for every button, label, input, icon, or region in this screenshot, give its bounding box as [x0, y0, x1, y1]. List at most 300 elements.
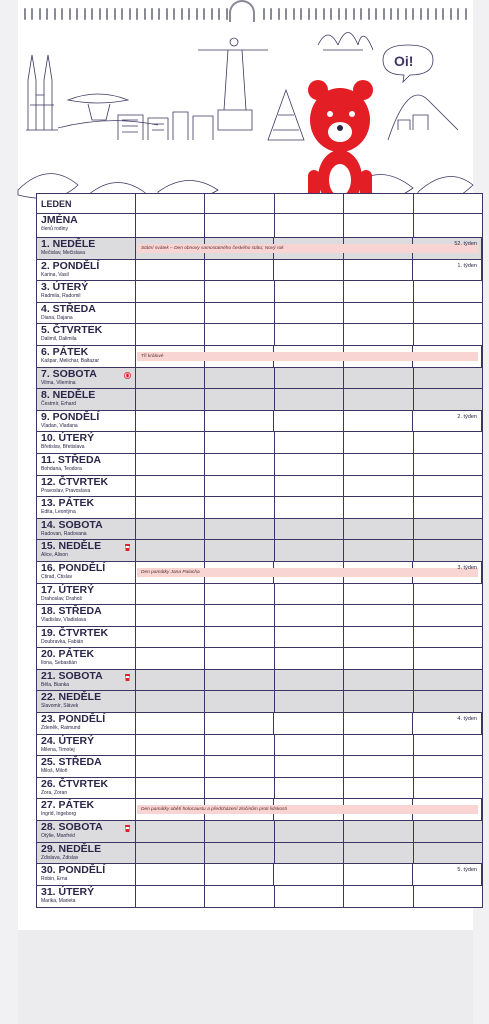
day-label-cell [37, 432, 136, 453]
entry-cell[interactable] [414, 389, 482, 410]
day-title: 2. PONDĚLÍ [41, 259, 100, 272]
day-row [37, 238, 482, 260]
entry-cell[interactable] [414, 454, 482, 475]
entry-cell[interactable] [136, 713, 205, 734]
name-day: Ctirad, Ctislav [41, 573, 73, 580]
entry-cell[interactable] [136, 324, 205, 345]
names-header-title: JMÉNA [41, 214, 78, 226]
name-day: Vladan, Vladana [41, 422, 78, 429]
name-day: Radmila, Radomil [41, 293, 81, 300]
binding-ring [457, 8, 459, 20]
entry-cell[interactable] [136, 778, 205, 799]
binding-ring [345, 8, 347, 20]
binding-ring [106, 8, 108, 20]
day-title: 5. ČTVRTEK [41, 324, 103, 337]
entry-cell[interactable] [275, 756, 344, 777]
entry-cell[interactable] [414, 627, 482, 648]
entry-cell[interactable] [136, 432, 205, 453]
entry-cell[interactable] [205, 756, 274, 777]
entry-cell[interactable] [136, 886, 205, 908]
day-label-cell [37, 303, 136, 324]
entry-cell[interactable] [344, 389, 413, 410]
binding-ring [390, 8, 392, 20]
entry-cell[interactable] [205, 605, 274, 626]
name-day: Milena, Timotej [41, 746, 75, 753]
entry-cell[interactable] [344, 691, 413, 712]
entry-cell[interactable] [205, 691, 274, 712]
member-column-4[interactable] [344, 214, 413, 237]
entry-cell[interactable] [136, 260, 205, 281]
binding-ring [353, 8, 355, 20]
day-title: 13. PÁTEK [41, 497, 95, 510]
entry-cell[interactable] [344, 843, 413, 864]
entry-cell[interactable] [205, 778, 274, 799]
entry-cell[interactable] [344, 605, 413, 626]
entry-cell[interactable] [136, 519, 205, 540]
entry-cell[interactable] [414, 756, 482, 777]
binding-ring [293, 8, 295, 20]
day-label-cell [37, 886, 136, 908]
day-label-cell [37, 368, 136, 389]
day-row [37, 411, 482, 433]
binding-ring [61, 8, 63, 20]
day-label-cell [37, 584, 136, 605]
name-day: Diana, Dajana [41, 314, 73, 321]
binding-ring [196, 8, 198, 20]
entry-cell[interactable] [205, 389, 274, 410]
day-title: 15. NEDĚLE [41, 540, 102, 553]
entry-cell[interactable] [344, 735, 413, 756]
entry-cell[interactable] [136, 368, 205, 389]
entry-cell[interactable] [205, 627, 274, 648]
day-row [37, 799, 482, 821]
day-label-cell [37, 389, 136, 410]
entry-cell[interactable] [274, 713, 343, 734]
binding-ring [69, 8, 71, 20]
entry-cell[interactable] [205, 476, 274, 497]
day-row [37, 562, 482, 584]
entry-cell[interactable] [275, 843, 344, 864]
entry-cell[interactable] [344, 584, 413, 605]
entry-cell[interactable] [275, 303, 344, 324]
entry-cell[interactable] [205, 864, 274, 885]
calendar-sheet [18, 0, 477, 930]
entry-cell[interactable] [136, 476, 205, 497]
day-row [37, 735, 482, 757]
entry-cell[interactable] [344, 519, 413, 540]
binding-ring [166, 8, 168, 20]
binding-ring [24, 8, 26, 20]
speech-text: Oi! [394, 53, 414, 69]
day-row [37, 886, 482, 908]
day-label-cell [37, 411, 136, 432]
binding-ring [435, 8, 437, 20]
entry-cell[interactable] [414, 584, 482, 605]
binding-ring [308, 8, 310, 20]
entry-cell[interactable] [136, 454, 205, 475]
week-number: 3. týden [457, 564, 477, 571]
binding-ring [144, 8, 146, 20]
entry-cell[interactable] [414, 843, 482, 864]
entry-cell[interactable] [414, 778, 482, 799]
entry-cell[interactable] [344, 864, 413, 885]
entry-cell[interactable] [205, 454, 274, 475]
day-row [37, 627, 482, 649]
entry-cell[interactable] [414, 735, 482, 756]
name-day: Drahoslav, Drahoš [41, 595, 83, 602]
entry-cell[interactable] [414, 605, 482, 626]
day-label-cell [37, 476, 136, 497]
day-label-cell [37, 627, 136, 648]
entry-cell[interactable] [136, 411, 205, 432]
entry-cell[interactable] [414, 497, 482, 518]
day-label-cell [37, 799, 136, 820]
name-day: Zdislava, Zdislav [41, 854, 79, 861]
holiday-note: Tři králové [137, 352, 478, 361]
member-column-1[interactable] [136, 214, 205, 237]
day-row [37, 864, 482, 886]
binding-ring [188, 8, 190, 20]
name-day: Radovan, Radovana [41, 530, 87, 537]
day-label-cell [37, 519, 136, 540]
day-row [37, 389, 482, 411]
member-column-5[interactable] [414, 214, 482, 237]
entry-cell[interactable] [205, 670, 274, 691]
entry-cell[interactable] [414, 519, 482, 540]
day-label-cell [37, 821, 136, 842]
entry-cell[interactable] [274, 864, 343, 885]
name-day: Ilona, Sebastián [41, 660, 77, 667]
entry-cell[interactable] [136, 691, 205, 712]
entry-cell[interactable] [205, 497, 274, 518]
entry-cell[interactable] [205, 324, 274, 345]
day-title: 7. SOBOTA [41, 367, 97, 380]
day-title: 14. SOBOTA [41, 518, 103, 531]
entry-cell[interactable] [414, 691, 482, 712]
entry-cell[interactable] [205, 540, 274, 561]
calendar-table [36, 193, 483, 908]
name-day: Edita, Leontýna [41, 509, 76, 516]
binding-ring [330, 8, 332, 20]
day-title: 17. ÚTERÝ [41, 583, 95, 596]
entry-cell[interactable] [136, 648, 205, 669]
binding-ring [300, 8, 302, 20]
name-day: Otýlie, Manfréd [41, 833, 75, 840]
day-row [37, 303, 482, 325]
entry-cell[interactable] [414, 281, 482, 302]
entry-cell[interactable] [414, 476, 482, 497]
binding-ring [412, 8, 414, 20]
binding-ring [181, 8, 183, 20]
entry-cell[interactable] [205, 843, 274, 864]
entry-cell[interactable] [344, 648, 413, 669]
binding-ring [114, 8, 116, 20]
entry-cell[interactable] [344, 281, 413, 302]
name-day: Karina, Vasil [41, 271, 69, 278]
entry-cell[interactable] [344, 497, 413, 518]
entry-cell[interactable] [205, 886, 274, 908]
entry-cell[interactable] [136, 756, 205, 777]
day-row [37, 843, 482, 865]
name-day: Dalimil, Dalimila [41, 336, 77, 343]
entry-cell[interactable] [344, 670, 413, 691]
entry-cell[interactable] [344, 821, 413, 842]
day-label-cell [37, 260, 136, 281]
day-title: 19. ČTVRTEK [41, 626, 109, 639]
name-day: Zdeněk, Raimund [41, 725, 81, 732]
day-title: 4. STŘEDA [41, 302, 96, 315]
day-row [37, 713, 482, 735]
binding-ring [368, 8, 370, 20]
entry-cell[interactable] [275, 605, 344, 626]
entry-cell[interactable] [275, 670, 344, 691]
month-title: LEDEN [41, 199, 72, 209]
name-day: Bohdana, Teodora [41, 465, 82, 472]
entry-cell[interactable] [205, 368, 274, 389]
entry-cell[interactable] [136, 497, 205, 518]
entry-cell[interactable] [414, 432, 482, 453]
entry-cell[interactable] [275, 476, 344, 497]
binding-ring [285, 8, 287, 20]
entry-cell[interactable] [344, 303, 413, 324]
binding-ring [218, 8, 220, 20]
entry-cell[interactable] [205, 519, 274, 540]
entry-cell[interactable] [344, 886, 413, 908]
entry-cell[interactable] [275, 324, 344, 345]
binding-ring [278, 8, 280, 20]
day-label-cell [37, 864, 136, 885]
week-number: 1. týden [457, 262, 477, 269]
day-title: 31. ÚTERÝ [41, 885, 95, 898]
family-names-row[interactable] [37, 214, 482, 238]
day-title: 25. STŘEDA [41, 756, 102, 769]
entry-cell[interactable] [274, 411, 343, 432]
name-day: Slavomír, Slávek [41, 703, 79, 710]
binding-ring [39, 8, 41, 20]
day-row [37, 346, 482, 368]
entry-cell[interactable] [136, 864, 205, 885]
day-row [37, 821, 482, 843]
entry-cell[interactable] [275, 519, 344, 540]
entry-cell[interactable] [344, 540, 413, 561]
names-header-subtitle: členů rodiny [41, 226, 68, 232]
binding-ring [211, 8, 213, 20]
entry-cell[interactable] [275, 627, 344, 648]
entry-cell[interactable] [414, 670, 482, 691]
binding-ring [375, 8, 377, 20]
binding-ring [383, 8, 385, 20]
name-day: Doubravka, Fabián [41, 638, 84, 645]
binding-ring [420, 8, 422, 20]
entry-cell[interactable] [136, 389, 205, 410]
day-title: 18. STŘEDA [41, 605, 102, 618]
day-title: 12. ČTVRTEK [41, 475, 109, 488]
entry-cell[interactable] [275, 778, 344, 799]
entry-cell[interactable] [344, 368, 413, 389]
day-label-cell [37, 281, 136, 302]
day-label-cell [37, 454, 136, 475]
name-day: Kašpar, Melichar, Baltazar [41, 357, 100, 364]
day-row [37, 368, 482, 390]
entry-cell[interactable] [275, 281, 344, 302]
entry-cell[interactable] [344, 411, 413, 432]
week-number: 4. týden [457, 716, 477, 723]
hanger-hook [229, 0, 255, 22]
binding-ring [54, 8, 56, 20]
name-day: Ingrid, Ingeborg [41, 811, 77, 818]
entry-cell[interactable] [136, 540, 205, 561]
day-row [37, 691, 482, 713]
name-day: Zora, Zoran [41, 789, 68, 796]
binding-ring [151, 8, 153, 20]
name-day: Mečislav, Mečislava [41, 250, 86, 256]
entry-cell[interactable] [275, 886, 344, 908]
entry-cell[interactable] [344, 778, 413, 799]
entry-cell[interactable] [344, 713, 413, 734]
binding-ring [397, 8, 399, 20]
entry-cell[interactable] [275, 497, 344, 518]
entry-cell[interactable] [275, 584, 344, 605]
entry-cell[interactable] [275, 821, 344, 842]
entry-cell[interactable] [344, 260, 413, 281]
day-label-cell [37, 713, 136, 734]
entry-cell[interactable] [136, 843, 205, 864]
entry-cell[interactable] [344, 476, 413, 497]
entry-cell[interactable] [205, 735, 274, 756]
name-day: Marika, Marieta [41, 897, 76, 904]
entry-cell[interactable] [205, 821, 274, 842]
day-title: 24. ÚTERÝ [41, 734, 95, 747]
entry-cell[interactable] [275, 540, 344, 561]
day-label-cell [37, 324, 136, 345]
holiday-note: Den památky Jana Palacha [137, 568, 478, 577]
entry-cell[interactable] [275, 389, 344, 410]
day-title: 10. ÚTERÝ [41, 432, 95, 445]
entry-cell[interactable] [136, 605, 205, 626]
binding-ring [338, 8, 340, 20]
entry-cell[interactable] [275, 454, 344, 475]
day-label-cell [37, 778, 136, 799]
month-header-row [37, 194, 482, 214]
day-label-cell [37, 843, 136, 864]
binding-ring [427, 8, 429, 20]
entry-cell[interactable] [414, 821, 482, 842]
entry-cell[interactable] [414, 886, 482, 908]
entry-cell[interactable] [136, 584, 205, 605]
entry-cell[interactable] [275, 432, 344, 453]
binding-ring [173, 8, 175, 20]
binding-ring [121, 8, 123, 20]
day-row [37, 670, 482, 692]
day-title: 21. SOBOTA [41, 669, 103, 682]
day-row [37, 778, 482, 800]
week-number: 2. týden [457, 413, 477, 420]
entry-cell[interactable] [205, 648, 274, 669]
day-label-cell [37, 648, 136, 669]
entry-cell[interactable] [205, 281, 274, 302]
binding-ring [91, 8, 93, 20]
day-label-cell [37, 562, 136, 583]
member-column-3[interactable] [275, 214, 344, 237]
entry-cell[interactable] [205, 411, 274, 432]
day-row [37, 756, 482, 778]
day-label-cell [37, 605, 136, 626]
name-day: Běla, Bianka [41, 681, 70, 688]
day-title: 1. NEDĚLE [41, 238, 96, 250]
entry-cell[interactable] [136, 303, 205, 324]
entry-cell[interactable] [136, 735, 205, 756]
entry-cell[interactable] [344, 627, 413, 648]
entry-cell[interactable] [414, 368, 482, 389]
entry-cell[interactable] [344, 756, 413, 777]
entry-cell[interactable] [344, 432, 413, 453]
name-day: Čestmír, Erhard [41, 401, 77, 408]
day-title: 27. PÁTEK [41, 799, 95, 812]
entry-cell[interactable] [205, 260, 274, 281]
name-day: Alice, Alison [41, 552, 68, 559]
day-title: 6. PÁTEK [41, 345, 89, 358]
day-title: 9. PONDĚLÍ [41, 410, 100, 423]
day-title: 16. PONDĚLÍ [41, 561, 106, 574]
entry-cell[interactable] [275, 691, 344, 712]
day-row [37, 476, 482, 498]
binding-ring [263, 8, 265, 20]
member-column-2[interactable] [205, 214, 274, 237]
day-title: 28. SOBOTA [41, 821, 103, 834]
entry-cell[interactable] [275, 648, 344, 669]
event-badge-icon [124, 371, 131, 380]
entry-cell[interactable] [414, 540, 482, 561]
rio-skyline-illustration [18, 20, 473, 220]
binding-ring [360, 8, 362, 20]
name-day: Vilma, Vilemína [41, 379, 76, 386]
entry-cell[interactable] [414, 324, 482, 345]
entry-cell[interactable] [205, 303, 274, 324]
binding-ring [84, 8, 86, 20]
binding-ring [226, 8, 228, 20]
day-row [37, 605, 482, 627]
day-label-cell [37, 497, 136, 518]
binding-ring [450, 8, 452, 20]
name-day: Robin, Erna [41, 876, 68, 883]
name-day: Pravoslav, Pravoslava [41, 487, 91, 494]
calendar-bottom-flap [18, 930, 473, 1024]
binding-ring [158, 8, 160, 20]
day-title: 11. STŘEDA [41, 453, 102, 466]
entry-cell[interactable] [205, 584, 274, 605]
entry-cell[interactable] [274, 260, 343, 281]
entry-cell[interactable] [344, 454, 413, 475]
entry-cell[interactable] [344, 324, 413, 345]
holiday-note: Státní svátek – Den obnovy samostatného českého státu; Nový rok [137, 244, 478, 253]
entry-cell[interactable] [136, 281, 205, 302]
entry-cell[interactable] [275, 735, 344, 756]
entry-cell[interactable] [275, 368, 344, 389]
day-title: 22. NEDĚLE [41, 691, 102, 704]
entry-cell[interactable] [136, 821, 205, 842]
week-number: 5. týden [457, 867, 477, 874]
entry-cell[interactable] [414, 303, 482, 324]
entry-cell[interactable] [205, 713, 274, 734]
entry-cell[interactable] [136, 627, 205, 648]
entry-cell[interactable] [205, 432, 274, 453]
day-title: 30. PONDĚLÍ [41, 864, 106, 877]
day-label-cell [37, 756, 136, 777]
entry-cell[interactable] [136, 670, 205, 691]
name-day: Miloš, Miloň [41, 768, 68, 775]
binding-ring [203, 8, 205, 20]
entry-cell[interactable] [414, 648, 482, 669]
